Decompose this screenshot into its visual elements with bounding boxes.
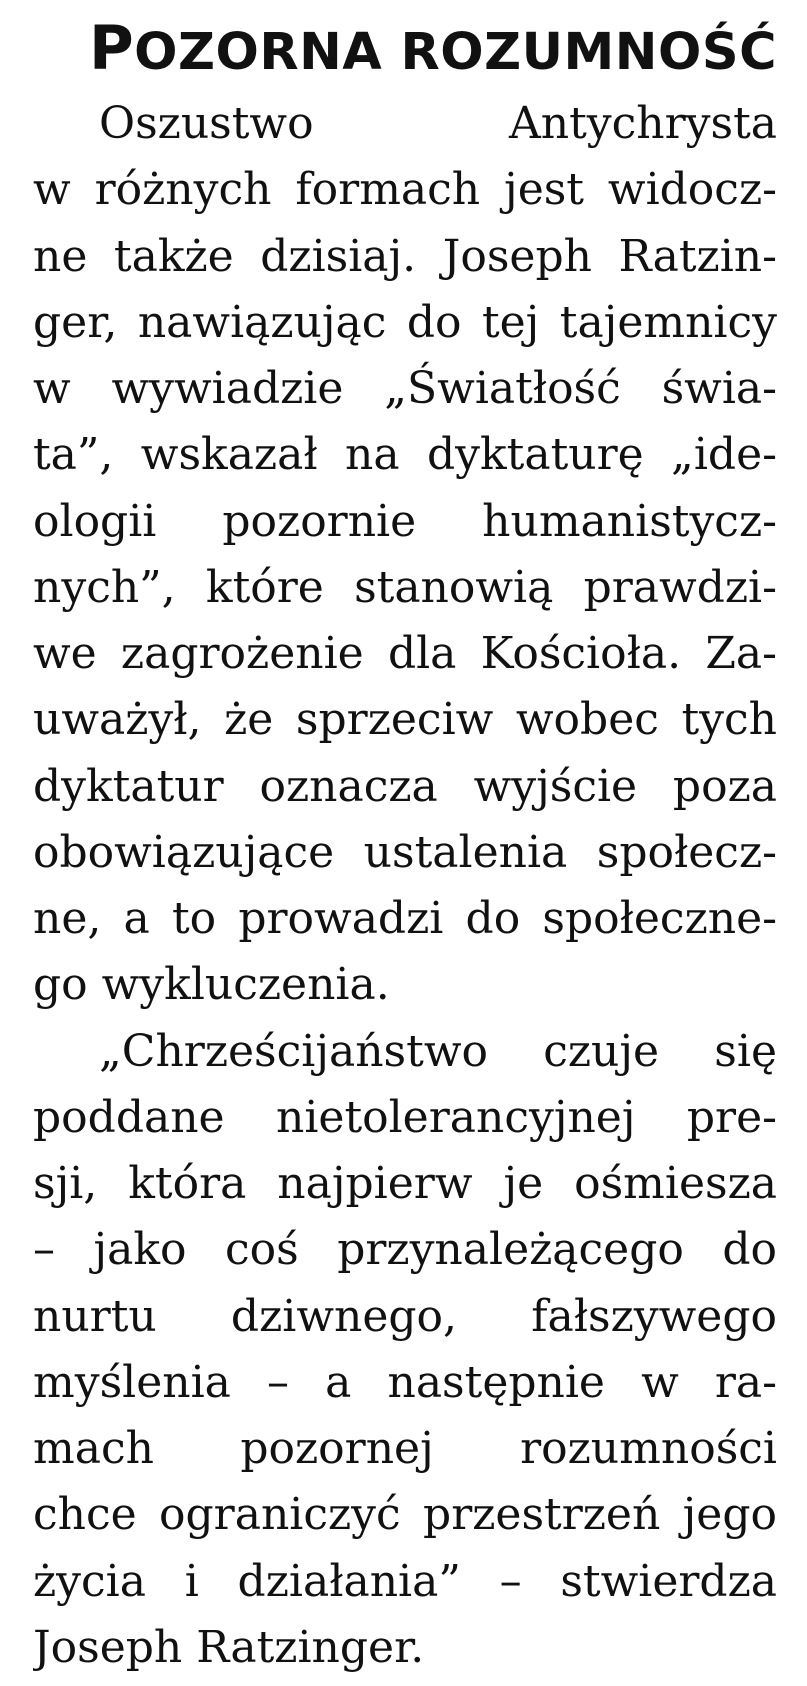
paragraph-1-line-9: we zagrożenie dla Kościoła. Za- bbox=[33, 628, 777, 679]
heading-initial: P bbox=[88, 13, 135, 84]
paragraph-1-line-2: w różnych formach jest widocz- bbox=[33, 164, 777, 215]
paragraph-1-line-4: ger, nawiązując do tej tajemnicy bbox=[33, 297, 777, 348]
paragraph-1-line-1: Oszustwo Antychrysta bbox=[99, 98, 777, 149]
paragraph-1-line-5: w wywiadzie „Światłość świa- bbox=[33, 363, 777, 414]
paragraph-2-line-1: „Chrześcijaństwo czuje się bbox=[99, 1026, 777, 1077]
paragraph-1-line-6: ta”, wskazał na dyktaturę „ide- bbox=[33, 429, 777, 480]
paragraph-2-line-5: nurtu dziwnego, fałszywego bbox=[33, 1291, 777, 1342]
paragraph-2-line-4: – jako coś przynależącego do bbox=[33, 1224, 777, 1275]
paragraph-2-line-9: życia i działania” – stwierdza bbox=[33, 1556, 777, 1607]
paragraph-2-line-8: chce ograniczyć przestrzeń jego bbox=[33, 1489, 777, 1540]
paragraph-2-line-7: mach pozornej rozumności bbox=[33, 1423, 777, 1474]
article-heading bbox=[89, 14, 777, 88]
paragraph-2-line-6: myślenia – a następnie w ra- bbox=[33, 1357, 777, 1408]
paragraph-1-line-8: nych”, które stanowią prawdzi- bbox=[33, 562, 777, 613]
paragraph-1-line-7: ologii pozornie humanistycz- bbox=[33, 496, 777, 547]
paragraph-1-line-14: go wykluczenia. bbox=[33, 959, 390, 1010]
paragraph-1-line-10: uważył, że sprzeciw wobec tych bbox=[33, 694, 777, 745]
paragraph-1-line-12: obowiązujące ustalenia społecz- bbox=[33, 827, 777, 878]
heading-rest: OZORNA ROZUMNOŚĆ bbox=[134, 23, 777, 82]
paragraph-1-line-13: ne, a to prowadzi do społeczne- bbox=[33, 893, 777, 944]
paragraph-2-line-3: sji, która najpierw je ośmiesza bbox=[33, 1158, 777, 1209]
paragraph-2-line-2: poddane nietolerancyjnej pre- bbox=[33, 1092, 777, 1143]
paragraph-1-line-11: dyktatur oznacza wyjście poza bbox=[33, 761, 777, 812]
paragraph-1-line-3: ne także dzisiaj. Joseph Ratzin- bbox=[33, 231, 777, 282]
paragraph-2-line-10: Joseph Ratzinger. bbox=[33, 1622, 425, 1673]
